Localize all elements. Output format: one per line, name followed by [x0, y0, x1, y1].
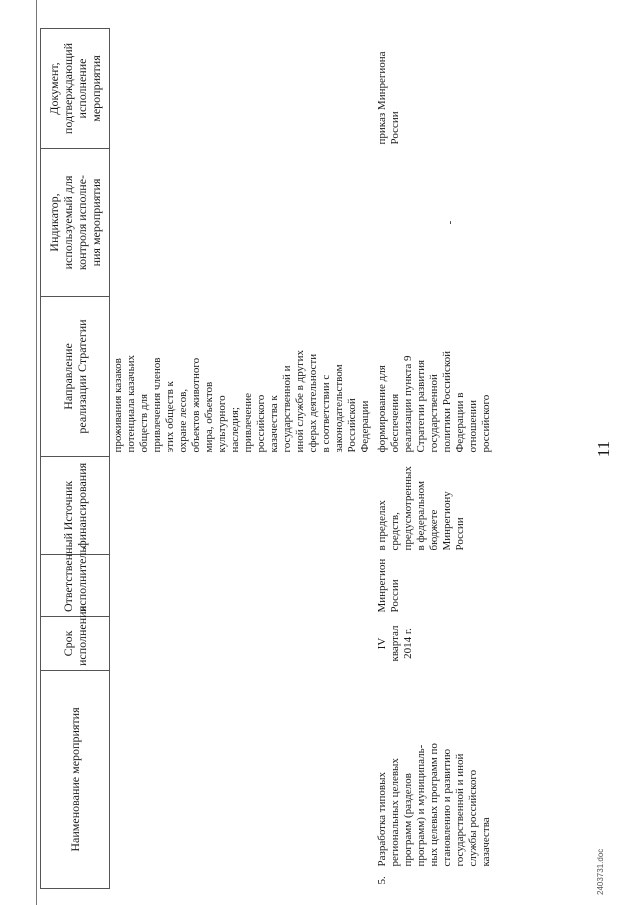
col-header-responsible: Ответственный исполнитель [41, 555, 110, 617]
col-header-indicator: Индикатор, используемый для контроля исполне- ния мероприятия [41, 149, 110, 297]
row-direction: формирование для обеспечения реализации пункта 9 Стратегии развития государственной политики Российской Федерации в отношении российского [376, 350, 492, 453]
cont-source-cell [110, 457, 375, 555]
document-code: 2403731.doc [596, 848, 605, 895]
row-term: IV квартал 2014 г. [376, 625, 414, 662]
row-responsible: Минрегион России [376, 558, 401, 613]
cont-name-cell [110, 671, 375, 889]
cont-responsible-cell [110, 555, 375, 617]
row-indicator: - [444, 220, 456, 225]
row-source: в пределах средств, предусмотренных в федеральном бюджете Минрегиону России [376, 466, 466, 551]
col-header-source: Источник финансирования [41, 457, 110, 555]
row-number: 5. [376, 876, 388, 885]
row-name: Разработка типовых региональных целевых программ (разделов программ) и муниципаль- ных целевых программ по становлению и развитию государственной и иной службы российского казачества [376, 743, 492, 867]
col-header-direction: Направление реализации Стратегии [41, 297, 110, 457]
cont-indicator-cell [110, 149, 375, 297]
top-border-line [36, 0, 37, 905]
table-row [374, 29, 640, 889]
page-number: 11 [594, 440, 613, 458]
col-header-document: Документ, подтверждающий исполнение мероприятия [41, 29, 110, 149]
cont-document-cell [110, 29, 375, 149]
measures-table [40, 28, 640, 889]
table-header-row [41, 29, 110, 889]
cont-term-cell [110, 617, 375, 671]
col-header-term: Срок исполнения [41, 617, 110, 671]
continuation-row [110, 29, 375, 889]
col-header-name: Наименование мероприятия [41, 671, 110, 889]
cont-direction-cell: проживания казаков потенциала казачьих обществ для привлечения членов этих обществ к охране лесов, объектов животного мира, объектов культурного наследия; привлечение российского казачества к государственной и иной службе в других сферах деятельности в соответствии с законодательством Российской Федерации [112, 350, 371, 453]
row-document: приказ Минрегиона России [376, 51, 401, 145]
